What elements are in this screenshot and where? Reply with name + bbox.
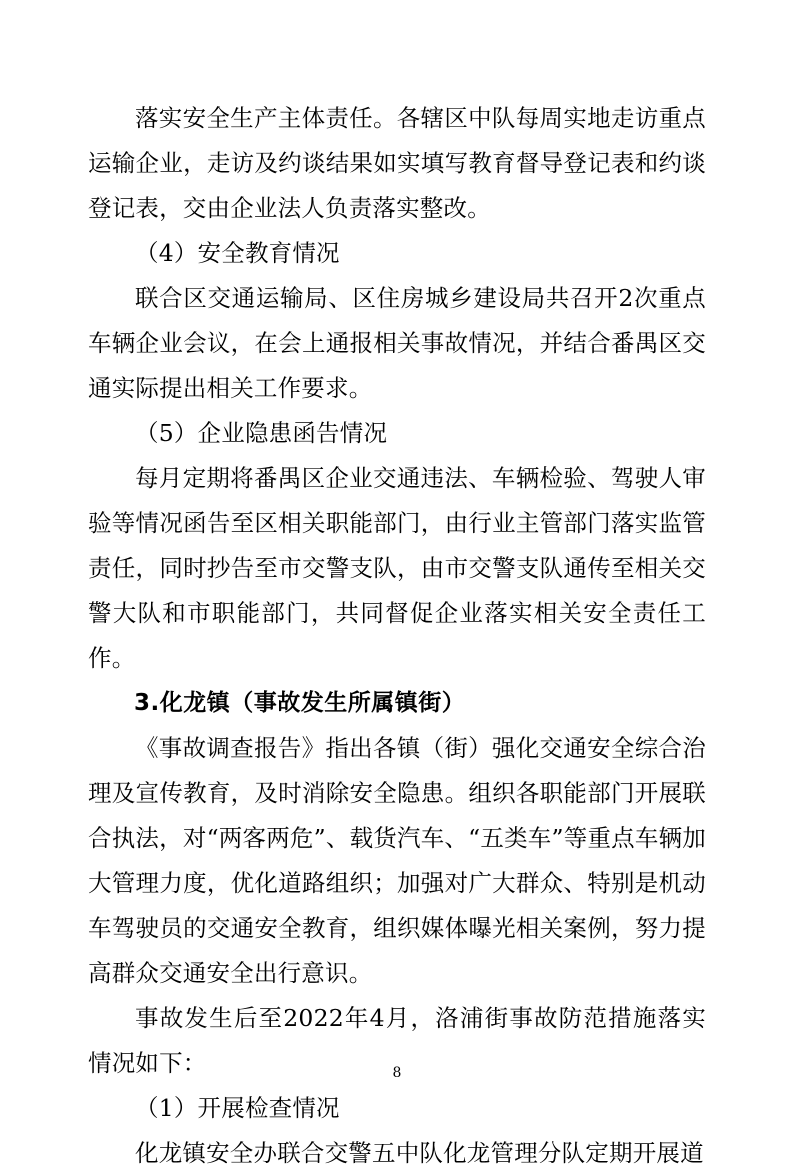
document-body: [88, 96, 706, 1176]
paragraph: （1）开展检查情况: [135, 1094, 340, 1122]
page-number: 8: [392, 1065, 402, 1081]
paragraph: 化龙镇安全办联合交警五中队化龙管理分队定期开展道: [135, 1139, 704, 1167]
paragraph: 事故发生后至2022年4月，洛浦街事故防范措施落实情况如下：: [88, 1004, 706, 1077]
paragraph: 联合区交通运输局、区住房城乡建设局共召开2次重点车辆企业会议，在会上通报相关事故情况，并结合番禺区交通实际提出相关工作要求。: [88, 284, 706, 402]
paragraph: 落实安全生产主体责任。各辖区中队每周实地走访重点运输企业，走访及约谈结果如实填写教育督导登记表和约谈登记表，交由企业法人负责落实整改。: [88, 104, 706, 222]
section-heading: 3.化龙镇（事故发生所属镇街）: [134, 690, 466, 716]
paragraph: （5）企业隐患函告情况: [135, 419, 388, 447]
paragraph: 每月定期将番禺区企业交通违法、车辆检验、驾驶人审验等情况函告至区相关职能部门，由行业主管部门落实监管责任，同时抄告至市交警支队，由市交警支队通传至相关交警大队和市职能部门，共同督促企业落实相关安全责任工作。: [88, 464, 706, 672]
paragraph: 《事故调查报告》指出各镇（街）强化交通安全综合治理及宣传教育，及时消除安全隐患。组织各职能部门开展联合执法，对“两客两危”、载货汽车、“五类车”等重点车辆加大管理力度，优化道路组织；加强对广大群众、特别是机动车驾驶员的交通安全教育，组织媒体曝光相关案例，努力提高群众交通安全出行意识。: [88, 734, 706, 987]
paragraph: （4）安全教育情况: [135, 239, 340, 267]
